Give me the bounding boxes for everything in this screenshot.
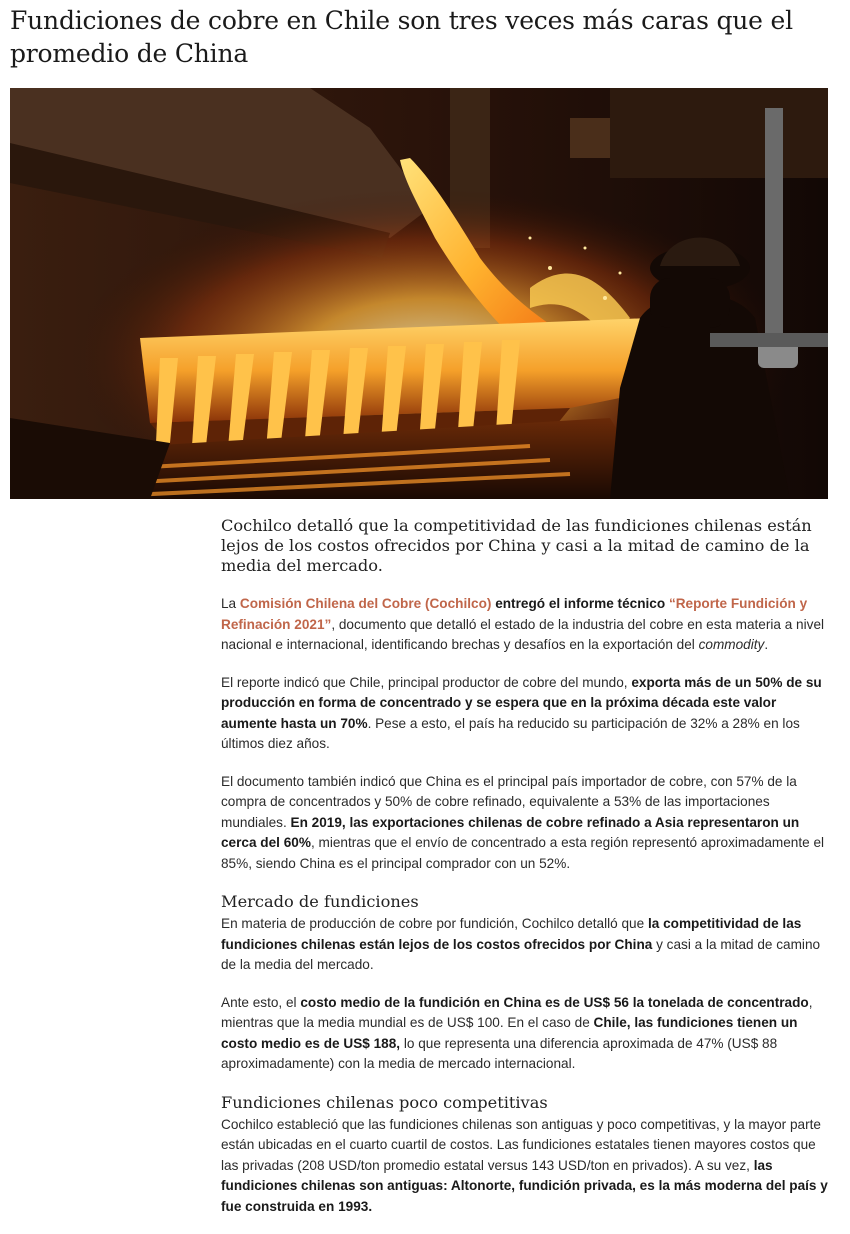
p1-text-3: . — [764, 637, 769, 652]
p4-text-2: y casi a la mitad de camino de la media del mercado. — [221, 936, 821, 972]
paragraph-4 — [221, 914, 831, 976]
p2-bold-1: exporta más de un 50% de su producción en forma de concentrado y se espera que en la próxima década este valor aumente hasta un 70% — [221, 674, 822, 731]
paragraph-3 — [221, 772, 831, 875]
p3-bold-1: En 2019, las exportaciones chilenas de cobre refinado a Asia representaron un cerca del 60% — [221, 814, 800, 850]
paragraph-1 — [221, 594, 831, 656]
p2-text-2: . Pese a esto, el país ha reducido su participación de 32% a 28% en los últimos diez años. — [221, 715, 800, 751]
section-title-mercado: Mercado de fundiciones — [221, 892, 419, 911]
paragraph-6 — [221, 1115, 831, 1218]
p5-text-2: , mientras que la media mundial es de US$ 100. En el caso de — [221, 994, 813, 1030]
p1-italic-commodity: commodity — [698, 637, 765, 652]
copper-smelter-photo-icon — [10, 88, 828, 499]
p5-text-3: lo que representa una diferencia aproximada de 47% (US$ 88 aproximadamente) con la media de mercado internacional. — [221, 1035, 778, 1071]
p5-bold-1: costo medio de la fundición en China es de US$ 56 la tonelada de concentrado — [300, 994, 809, 1010]
p5-text-1: Ante esto, el — [221, 994, 301, 1010]
paragraph-5 — [221, 993, 831, 1075]
hero-image — [10, 88, 828, 499]
p6-bold-1: las fundiciones chilenas son antiguas: Altonorte, fundición privada, es la más moderna del país y fue construida en 1993. — [221, 1157, 828, 1214]
p2-text-1: El reporte indicó que Chile, principal productor de cobre del mundo, — [221, 674, 632, 690]
p3-text-2: , mientras que el envío de concentrado a esta región representó aproximadamente el 85%, siendo China es el principal comprador con un 52%. — [221, 835, 825, 871]
p4-text-1: En materia de producción de cobre por fundición, Cochilco detalló que — [221, 916, 648, 931]
cochilco-link[interactable]: Comisión Chilena del Cobre (Cochilco) — [239, 596, 492, 611]
p1-bold-1: entregó el informe técnico — [491, 596, 669, 611]
article-title: Fundiciones de cobre en Chile son tres veces más caras que el promedio de China — [10, 6, 793, 68]
p1-text-2: , documento que detalló el estado de la industria del cobre en esta materia a nivel nacional e internacional, identificando brechas y desafíos en la exportación del — [221, 616, 825, 652]
section-title-competitivas: Fundiciones chilenas poco competitivas — [221, 1092, 548, 1112]
p3-text-1: El documento también indicó que China es el principal país importador de cobre, con 57% de la compra de concentrados y 50% de cobre refinado, equivalente a 53% de las importaciones mundiales. — [221, 773, 797, 830]
article-body — [221, 516, 831, 1234]
p6-text-1: Cochilco estableció que las fundiciones chilenas son antiguas y poco competitivas, y la mayor parte están ubicadas en el cuarto cuartil de costos. Las fundiciones estatales tienen mayores costos que las privadas (208 USD/ton promedio estatal versus 143 USD/ton en privados). A su vez, — [221, 1116, 821, 1173]
article-lead: Cochilco detalló que la competitividad de las fundiciones chilenas están lejos de los costos ofrecidos por China y casi a la mitad de camino de la media del mercado. — [221, 516, 812, 575]
paragraph-2 — [221, 673, 831, 755]
p4-bold-1: la competitividad de las fundiciones chilenas están lejos de los costos ofrecidos por China — [221, 916, 802, 952]
p1-text-1: La — [221, 596, 240, 611]
p5-bold-2: Chile, las fundiciones tienen un costo medio es de US$ 188, — [221, 1015, 798, 1051]
report-link[interactable]: “Reporte Fundición y Refinación 2021” — [221, 596, 808, 632]
